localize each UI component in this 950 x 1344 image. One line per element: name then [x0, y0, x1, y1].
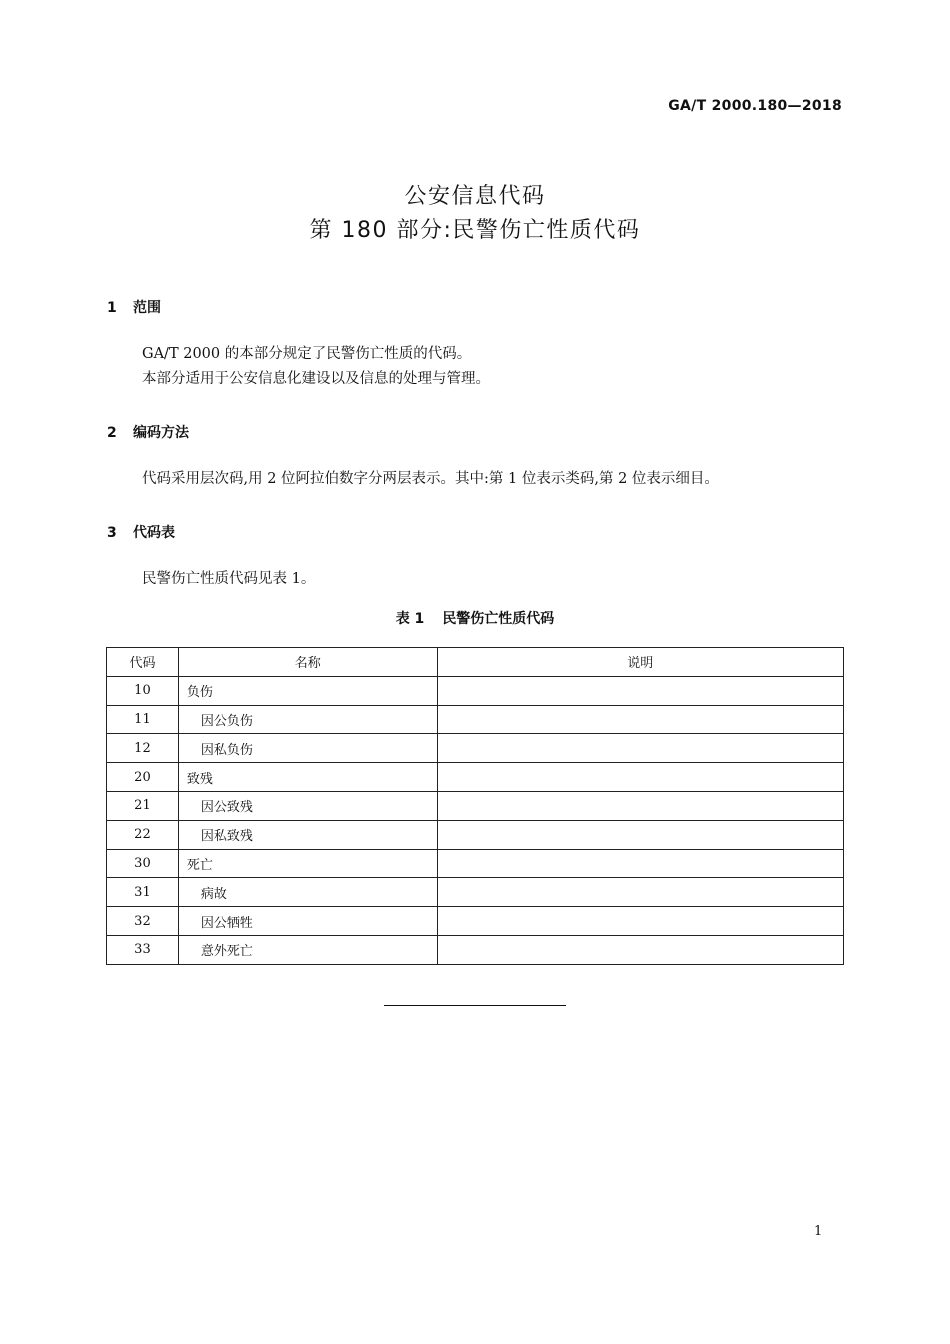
code-cell: 33: [107, 935, 179, 964]
table-row: [107, 878, 844, 907]
paragraph: 代码采用层次码,用 2 位阿拉伯数字分两层表示。其中:第 1 位表示类码,第 2 位表示细目。: [142, 471, 719, 487]
section-1-heading: [107, 297, 161, 317]
paragraph: 民警伤亡性质代码见表 1。: [142, 571, 316, 587]
code-cell: 31: [107, 878, 179, 907]
name-cell: 负伤: [178, 676, 437, 705]
name-cell: 因公牺牲: [178, 907, 437, 936]
code-cell: 22: [107, 820, 179, 849]
table-row: [107, 849, 844, 878]
name-cell: 因私致残: [178, 820, 437, 849]
code-cell: 12: [107, 734, 179, 763]
table-row: [107, 763, 844, 792]
code-cell: 11: [107, 705, 179, 734]
standard-number: GA/T 2000.180—2018: [668, 98, 842, 114]
section-title: 编码方法: [133, 425, 189, 441]
code-cell: 32: [107, 907, 179, 936]
table-row: [107, 734, 844, 763]
title-line-2: 第 180 部分:民警伤亡性质代码: [309, 218, 641, 243]
document-title: [0, 180, 950, 248]
table-caption: [0, 608, 950, 628]
note-cell: [437, 820, 843, 849]
table-header-row: [107, 648, 844, 677]
section-3-heading: [107, 522, 175, 542]
paragraph: 本部分适用于公安信息化建设以及信息的处理与管理。: [142, 371, 490, 387]
table-row: [107, 907, 844, 936]
section-title: 代码表: [133, 525, 175, 541]
note-cell: [437, 763, 843, 792]
name-cell: 意外死亡: [178, 935, 437, 964]
note-cell: [437, 935, 843, 964]
note-cell: [437, 676, 843, 705]
section-number: 1: [107, 300, 117, 316]
table-row: [107, 705, 844, 734]
page-number: 1: [814, 1224, 823, 1239]
section-2-body: [142, 467, 719, 492]
note-cell: [437, 849, 843, 878]
section-3-body: [142, 567, 315, 592]
note-cell: [437, 791, 843, 820]
code-cell: 21: [107, 791, 179, 820]
section-1-body: [142, 342, 490, 392]
table-row: [107, 676, 844, 705]
title-line-1: 公安信息代码: [404, 184, 546, 209]
name-cell: 因公致残: [178, 791, 437, 820]
end-rule: [384, 1005, 566, 1006]
code-cell: 30: [107, 849, 179, 878]
table-row: [107, 935, 844, 964]
code-cell: 20: [107, 763, 179, 792]
note-cell: [437, 907, 843, 936]
note-cell: [437, 705, 843, 734]
name-cell: 因私负伤: [178, 734, 437, 763]
section-title: 范围: [133, 300, 161, 316]
name-cell: 死亡: [178, 849, 437, 878]
column-header-code: 代码: [107, 648, 179, 677]
column-header-note: 说明: [437, 648, 843, 677]
column-header-name: 名称: [178, 648, 437, 677]
name-cell: 致残: [178, 763, 437, 792]
note-cell: [437, 734, 843, 763]
code-table: [106, 647, 844, 965]
code-cell: 10: [107, 676, 179, 705]
note-cell: [437, 878, 843, 907]
table-caption-title: 民警伤亡性质代码: [442, 611, 555, 627]
paragraph: GA/T 2000 的本部分规定了民警伤亡性质的代码。: [142, 346, 472, 362]
table-row: [107, 791, 844, 820]
section-number: 2: [107, 425, 117, 441]
name-cell: 病故: [178, 878, 437, 907]
table-row: [107, 820, 844, 849]
name-cell: 因公负伤: [178, 705, 437, 734]
section-number: 3: [107, 525, 117, 541]
table-caption-label: 表 1: [395, 611, 425, 627]
section-2-heading: [107, 422, 189, 442]
